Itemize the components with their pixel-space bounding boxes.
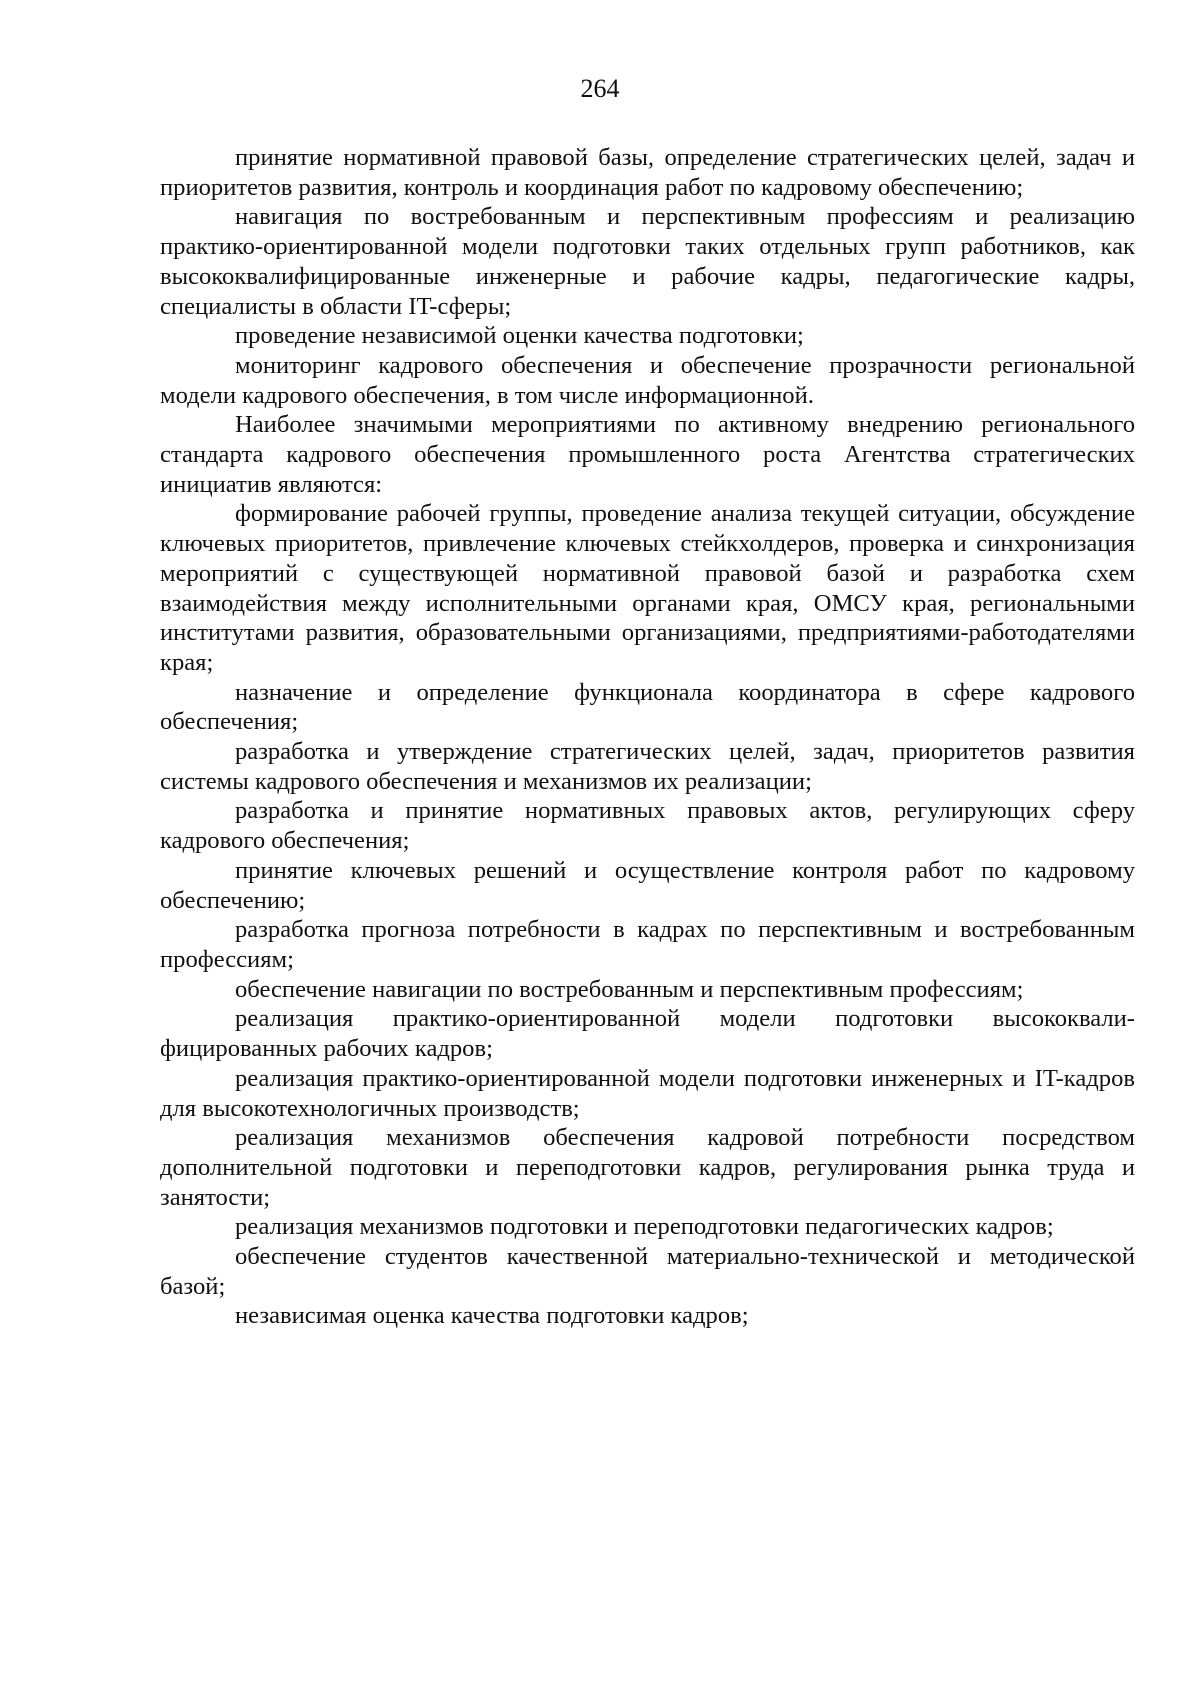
paragraph: обеспечение навигации по востребованным и перспективным профессиям;: [235, 975, 1024, 1003]
paragraph: независимая оценка качества подготовки кадров;: [235, 1302, 749, 1330]
paragraph: реализация практико-ориентированной модели подготовки высококвалифицированных рабочих кадров;: [160, 1005, 1135, 1063]
paragraph: реализация механизмов подготовки и переподготовки педагогических кадров;: [235, 1213, 1054, 1241]
paragraph: навигация по востребованным и перспективным профессиям и реализацию практико-ориентированной модели подготовки таких отдельных групп работников, как высококвалифицированные инженерные и рабочие кадры, педагогические кадры, специалисты в области IT-сферы;: [160, 203, 1135, 320]
paragraph: Наиболее значимыми мероприятиями по активному внедрению регионального стандарта кадрового обеспечения промышленного роста Агентства стратегических инициатив являются:: [160, 411, 1135, 498]
paragraph: обеспечение студентов качественной материально-технической и методической базой;: [160, 1243, 1135, 1300]
paragraph: разработка прогноза потребности в кадрах по перспективным и востребованным профессиям;: [160, 916, 1135, 973]
paragraph: формирование рабочей группы, проведение анализа текущей ситуации, обсуждение ключевых приоритетов, привлечение ключевых стейкхолдеров, проверка и синхронизация мероприятий с существующей нормативной правовой базой и разработка схем взаимодействия между исполнительными органами края, ОМСУ края, региональными институтами развития, образовательными организациями, предприятиями-работодателями края;: [160, 500, 1135, 676]
paragraph: назначение и определение функционала координатора в сфере кадрового обеспечения;: [160, 678, 1135, 736]
paragraph: разработка и утверждение стратегических целей, задач, приоритетов развития системы кадрового обеспечения и механизмов их реализации;: [160, 738, 1135, 795]
paragraph: мониторинг кадрового обеспечения и обеспечение прозрачности региональной модели кадрового обеспечения, в том числе информационной.: [160, 351, 1135, 409]
document-body: [160, 143, 1135, 1331]
paragraph: принятие ключевых решений и осуществление контроля работ по кадровому обеспечению;: [160, 856, 1135, 914]
paragraph: проведение независимой оценки качества подготовки;: [235, 322, 804, 350]
paragraph: реализация механизмов обеспечения кадровой потребности посредством дополнительной подготовки и переподготовки кадров, регулирования рынка труда и занятости;: [160, 1124, 1135, 1211]
paragraph: разработка и принятие нормативных правовых актов, регулирующих сферу кадрового обеспечения;: [160, 797, 1135, 855]
page-number: 264: [580, 74, 620, 103]
paragraph: реализация практико-ориентированной модели подготовки инженерных и IT-кадров для высокотехнологичных производств;: [160, 1064, 1135, 1122]
paragraph: принятие нормативной правовой базы, определение стратегических целей, задач и приоритетов развития, контроль и координация работ по кадровому обеспечению;: [160, 144, 1135, 201]
